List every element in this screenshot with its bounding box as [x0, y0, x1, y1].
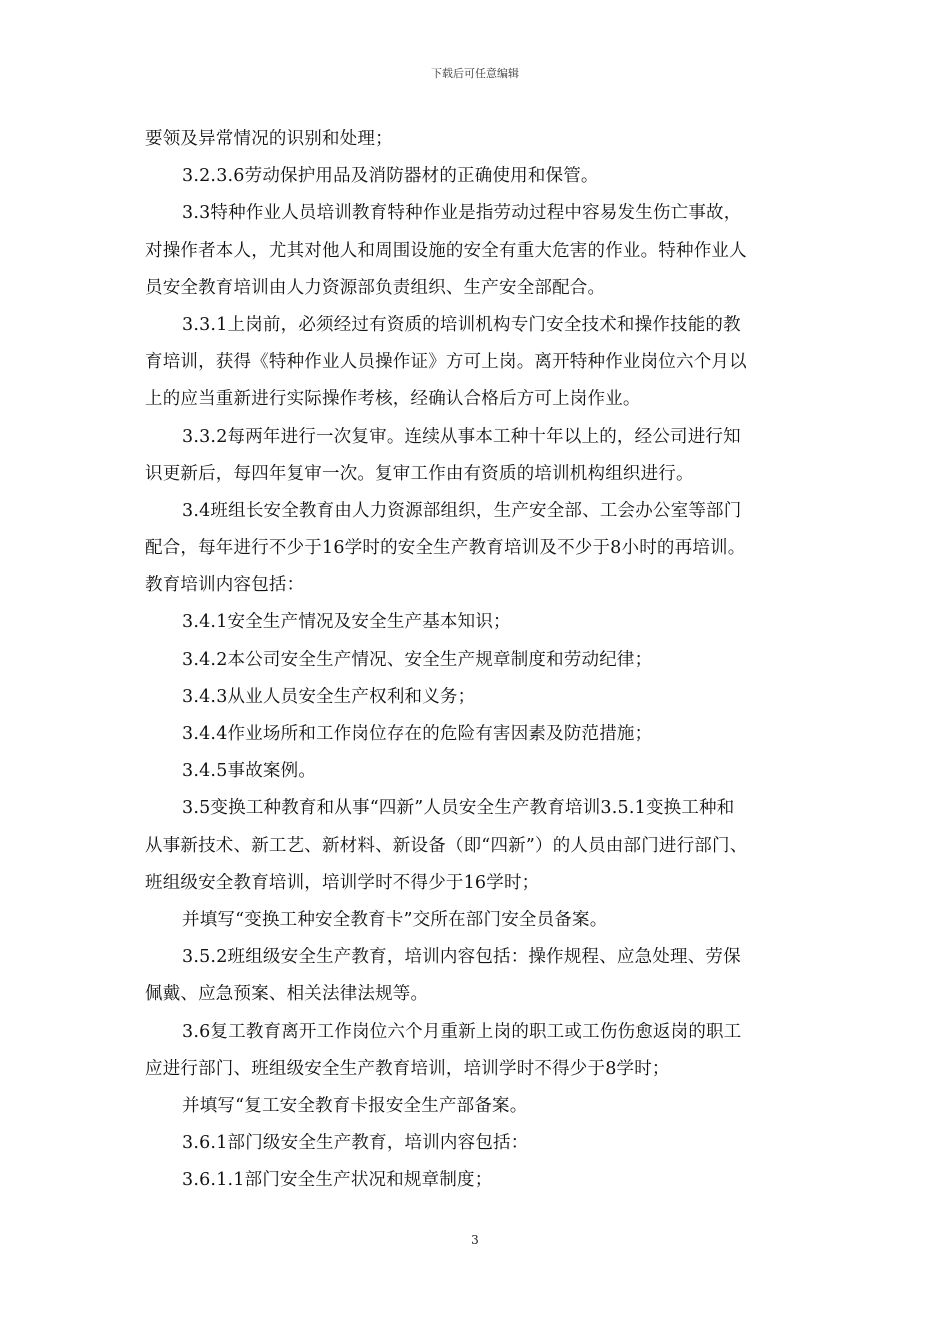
- text-line: 配合，每年进行不少于16学时的安全生产教育培训及不少于8小时的再培训。: [145, 538, 746, 559]
- text-line: 上的应当重新进行实际操作考核，经确认合格后方可上岗作业。: [145, 389, 641, 410]
- page-number: 3: [471, 1233, 479, 1247]
- text-line: 并填写“复工安全教育卡报安全生产部备案。: [182, 1095, 528, 1116]
- text-line: 3.4.3从业人员安全生产权利和义务；: [182, 686, 476, 707]
- text-line: 3.3.1上岗前，必须经过有资质的培训机构专门安全技术和操作技能的教: [182, 314, 741, 335]
- text-line: 应进行部门、班组级安全生产教育培训，培训学时不得少于8学时；: [145, 1058, 670, 1079]
- text-line: 3.6复工教育离开工作岗位六个月重新上岗的职工或工伤伤愈返岗的职工: [182, 1021, 742, 1042]
- text-line: 3.3特种作业人员培训教育特种作业是指劳动过程中容易发生伤亡事故，: [182, 203, 742, 224]
- text-line: 3.4.1安全生产情况及安全生产基本知识；: [182, 612, 511, 633]
- text-line: 对操作者本人，尤其对他人和周围设施的安全有重大危害的作业。特种作业人: [145, 240, 747, 261]
- text-line: 3.4.4作业场所和工作岗位存在的危险有害因素及防范措施；: [182, 724, 653, 744]
- text-line: 3.3.2每两年进行一次复审。连续从事本工种十年以上的，经公司进行知: [182, 426, 741, 447]
- text-line: 3.4班组长安全教育由人力资源部组织，生产安全部、工会办公室等部门: [182, 500, 742, 521]
- text-line: 3.2.3.6劳动保护用品及消防器材的正确使用和保管。: [182, 166, 599, 187]
- page-header: 下载后可任意编辑: [431, 67, 519, 80]
- text-line: 3.4.5事故案例。: [182, 761, 317, 782]
- text-line: 3.6.1.1部门安全生产状况和规章制度；: [182, 1170, 493, 1191]
- text-line: 要领及异常情况的识别和处理；: [145, 129, 393, 149]
- text-line: 3.5.2班组级安全生产教育，培训内容包括：操作规程、应急处理、劳保: [182, 947, 741, 968]
- text-line: 员安全教育培训由人力资源部负责组织、生产安全部配合。: [145, 277, 606, 298]
- text-line: 班组级安全教育培训，培训学时不得少于16学时；: [145, 872, 540, 893]
- document-body: [145, 121, 810, 1199]
- text-line: 并填写“变换工种安全教育卡”交所在部门安全员备案。: [182, 909, 608, 930]
- text-line: 从事新技术、新工艺、新材料、新设备（即“四新”）的人员由部门进行部门、: [145, 835, 748, 856]
- text-line: 3.4.2本公司安全生产情况、安全生产规章制度和劳动纪律；: [182, 649, 653, 670]
- text-line: 3.5变换工种教育和从事“四新”人员安全生产教育培训3.5.1变换工种和: [182, 798, 735, 819]
- text-line: 育培训，获得《特种作业人员操作证》方可上岗。离开特种作业岗位六个月以: [145, 352, 747, 373]
- text-line: 佩戴、应急预案、相关法律法规等。: [145, 984, 429, 1005]
- text-line: 3.6.1部门级安全生产教育，培训内容包括：: [182, 1133, 529, 1154]
- text-line: 识更新后，每四年复审一次。复审工作由有资质的培训机构组织进行。: [145, 463, 694, 484]
- text-line: 教育培训内容包括：: [145, 575, 305, 596]
